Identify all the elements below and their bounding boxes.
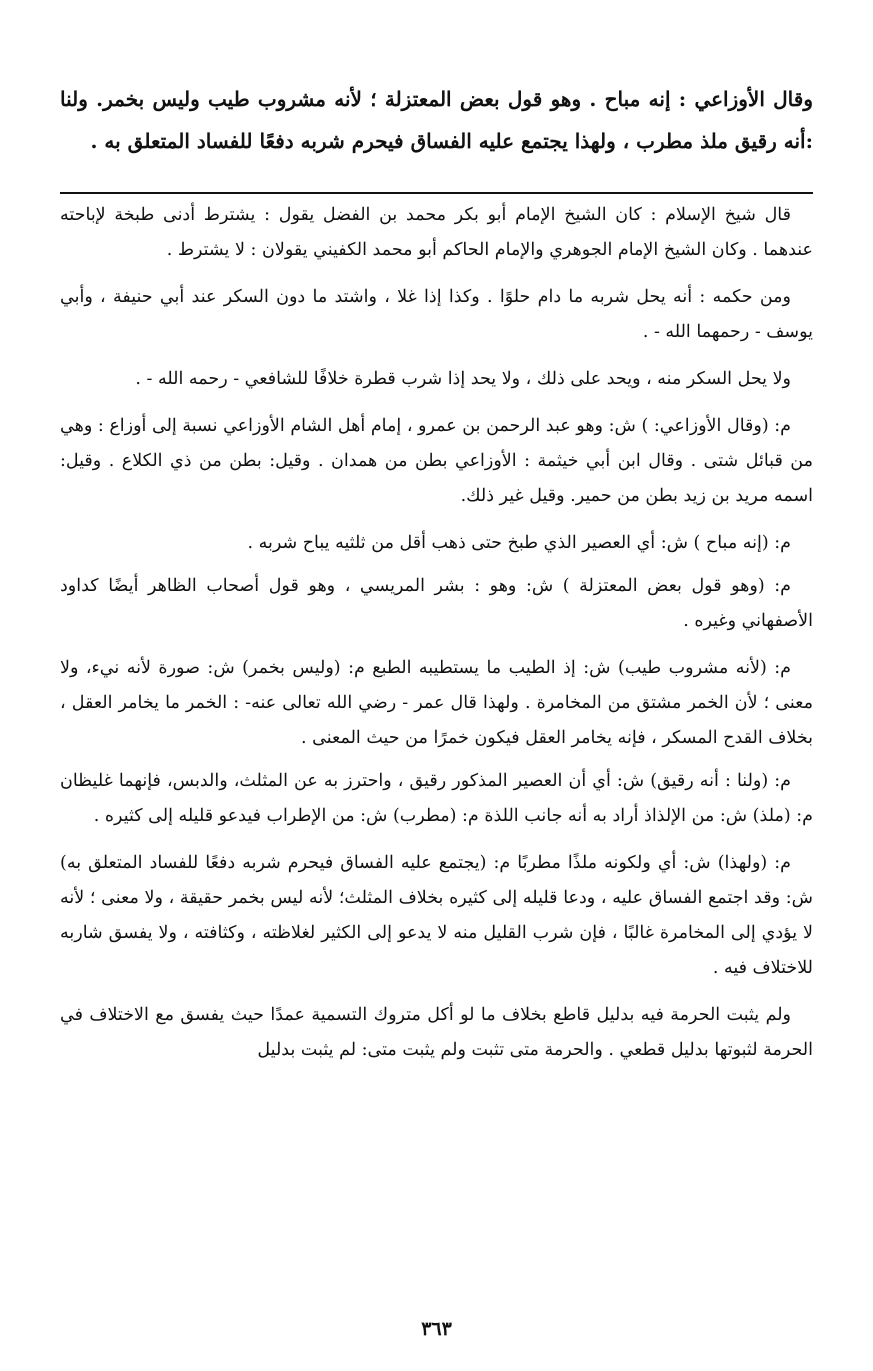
- commentary-paragraph: م: (لأنه مشروب طيب) ش: إذ الطيب ما يستطيبه الطبع م: (وليس بخمر) ش: صورة لأنه نيء، ولا معنى ؛ لأن الخمر مشتق من المخامرة . ولهذا قال عمر - رضي الله تعالى عنه- : الخمر ما يخامر العقل ، بخلاف القدح المسكر ، فإنه يخامر العقل فيكون خمرًا من حيث المعنى .: [60, 658, 813, 748]
- commentary-paragraph: م: (وقال الأوزاعي: ) ش: وهو عبد الرحمن بن عمرو ، إمام أهل الشام الأوزاعي نسبة إلى أوزاع : وهي من قبائل شتى . وقال ابن أبي خيثمة : الأوزاعي بطن من همدان . وقيل: بطن من ذي الكلاع . وقيل: اسمه مريد بن زيد بطن من حمير. وقيل غير ذلك.: [60, 416, 813, 506]
- commentary-paragraph: م: (وهو قول بعض المعتزلة ) ش: وهو : بشر المريسي ، وهو قول أصحاب الظاهر أيضًا كداود الأصفهاني وغيره .: [60, 576, 813, 631]
- commentary-paragraph: ولا يحل السكر منه ، ويحد على ذلك ، ولا يحد إذا شرب قطرة خلافًا للشافعي - رحمه الله - .: [135, 369, 791, 389]
- commentary-paragraph: ولم يثبت الحرمة فيه بدليل قاطع بخلاف ما لو أكل متروك التسمية عمدًا حيث يفسق مع الاختلاف في الحرمة لثبوتها بدليل قطعي . والحرمة متى تثبت ولم يثبت متى: لم يثبت بدليل: [60, 1005, 813, 1060]
- page-number: ٣٦٣: [421, 1318, 452, 1340]
- commentary: [60, 198, 813, 1080]
- commentary-paragraph: قال شيخ الإسلام : كان الشيخ الإمام أبو بكر محمد بن الفضل يقول : يشترط أدنى طبخة لإباحته عندهما . وكان الشيخ الإمام الجوهري والإمام الحاكم أبو محمد الكفيني يقولان : لا يشترط .: [60, 205, 813, 260]
- commentary-paragraph: ومن حكمه : أنه يحل شربه ما دام حلوًا . وكذا إذا غلا ، واشتد ما دون السكر عند أبي حنيفة ، وأبي يوسف - رحمهما الله - .: [60, 287, 813, 342]
- commentary-paragraph: م: (إنه مباح ) ش: أي العصير الذي طبخ حتى ذهب أقل من ثلثيه يباح شربه .: [247, 533, 791, 553]
- main-text: [60, 78, 813, 162]
- separator-rule: [60, 192, 813, 194]
- main-text-paragraph: وقال الأوزاعي : إنه مباح . وهو قول بعض المعتزلة ؛ لأنه مشروب طيب وليس بخمر. ولنا :أنه رقيق ملذ مطرب ، ولهذا يجتمع عليه الفساق فيحرم شربه دفعًا للفساد المتعلق به .: [60, 87, 813, 153]
- commentary-paragraph: م: (ولهذا) ش: أي ولكونه ملذًا مطربًا م: (يجتمع عليه الفساق فيحرم شربه دفعًا للفساد المتعلق به) ش: وقد اجتمع الفساق عليه ، ودعا قليله إلى كثيره بخلاف المثلث؛ لأنه ليس بخمر حقيقة ، ولا معنى ؛ لأنه لا يؤدي إلى المخامرة غالبًا ، فإن شرب القليل منه لا يدعو إلى الكثير لغلاظته ، وكثافته ، ولا يفسق شاربه للاختلاف فيه .: [60, 853, 813, 978]
- commentary-paragraph: م: (ولنا : أنه رقيق) ش: أي أن العصير المذكور رقيق ، واحترز به عن المثلث، والدبس، فإنهما غليظان م: (ملذ) ش: من الإلذاذ أراد به أنه جانب اللذة م: (مطرب) ش: من الإطراب فيدعو قليله إلى كثيره .: [60, 771, 813, 826]
